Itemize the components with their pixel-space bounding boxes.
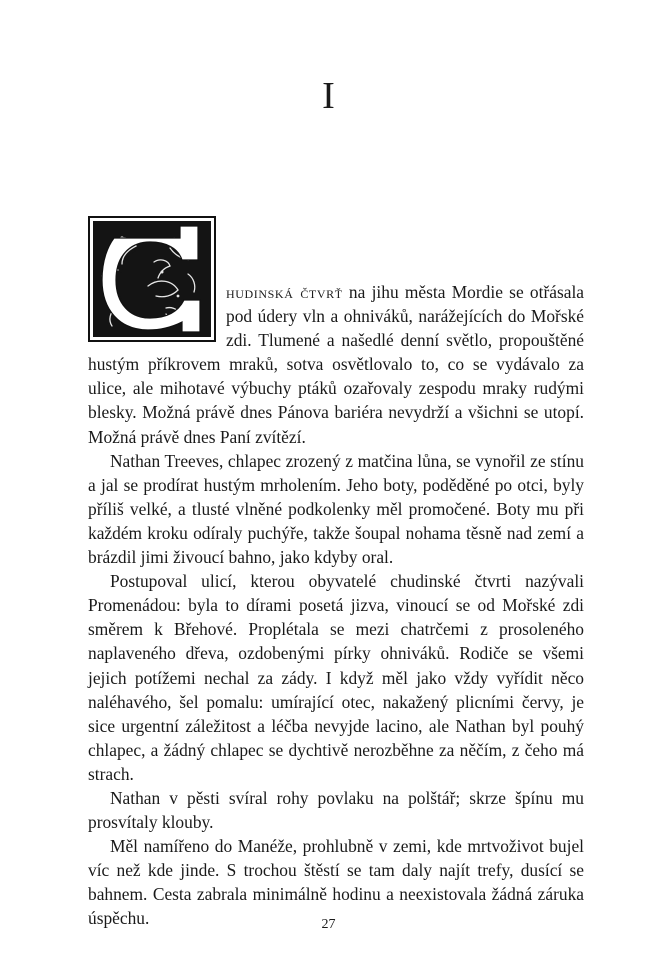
page-number: 27: [321, 917, 336, 932]
body-text: [88, 280, 584, 931]
ornamental-dropcap: [88, 216, 216, 342]
paragraph-5: Měl namířeno do Manéže, prohlubně v zemi, kde mrtvoživot bujel víc než kde jinde. S trochou štěstí se tam daly najít trefy, dusící se bahnem. Cesta zabrala minimálně hodinu a neexistovala žádná záruka úspěchu.: [88, 836, 584, 929]
paragraph-4: Nathan v pěsti svíral rohy povlaku na polštář; skrze špínu mu prosvítaly klouby.: [88, 787, 584, 833]
paragraph-2: Nathan Treeves, chlapec zrozený z matčina lůna, se vynořil ze stínu a jal se prodírat hustým mrholením. Jeho boty, poděděné po otci, byly příliš velké, a tlusté vlněné podkolenky měl promočené. Boty mu při každém kroku odíraly puchýře, takže šoupal nohama těsně nad zemí a brázdil jimi živoucí bahno, jako kdyby oral.: [88, 450, 584, 568]
chapter-number: I: [322, 75, 335, 117]
paragraph-1-text: na jihu města Mordie se otřásala pod údery vln a ohniváků, narážejících do Mořské zdi. Tlumené a našedlé denní světlo, propouštěné hustým příkrovem mraků, sotva osvětlovalo to, co se vydávalo za ulice, ale mihotavé výbuchy ptáků ozařovaly zespodu mraky rudými blesky. Možná právě dnes Pánova bariéra nevydrží a všichni se utopí. Možná právě dnes Paní zvítězí.: [88, 282, 584, 447]
lead-in: hudinská čtvrť: [226, 282, 343, 302]
paragraph-3: Postupoval ulicí, kterou obyvatelé chudinské čtvrti nazývali Promenádou: byla to dírami posetá jizva, vinoucí se od Mořské zdi směrem k Břehové. Proplétala se mezi chatrčemi z prosoleného naplaveného dřeva, ozdobenými pírky ohniváků. Rodiče se všemi jejich potížemi nechal za zády. I když měl jako vždy vyřídit něco naléhavého, šel pomalu: umírající otec, nakažený plicními červy, je sice urgentní záležitost a léčba nevyjde lacino, ale Nathan byl pouhý chlapec, a žádný chlapec se dychtivě nerozběhne za něčím, z čeho má strach.: [88, 571, 584, 784]
